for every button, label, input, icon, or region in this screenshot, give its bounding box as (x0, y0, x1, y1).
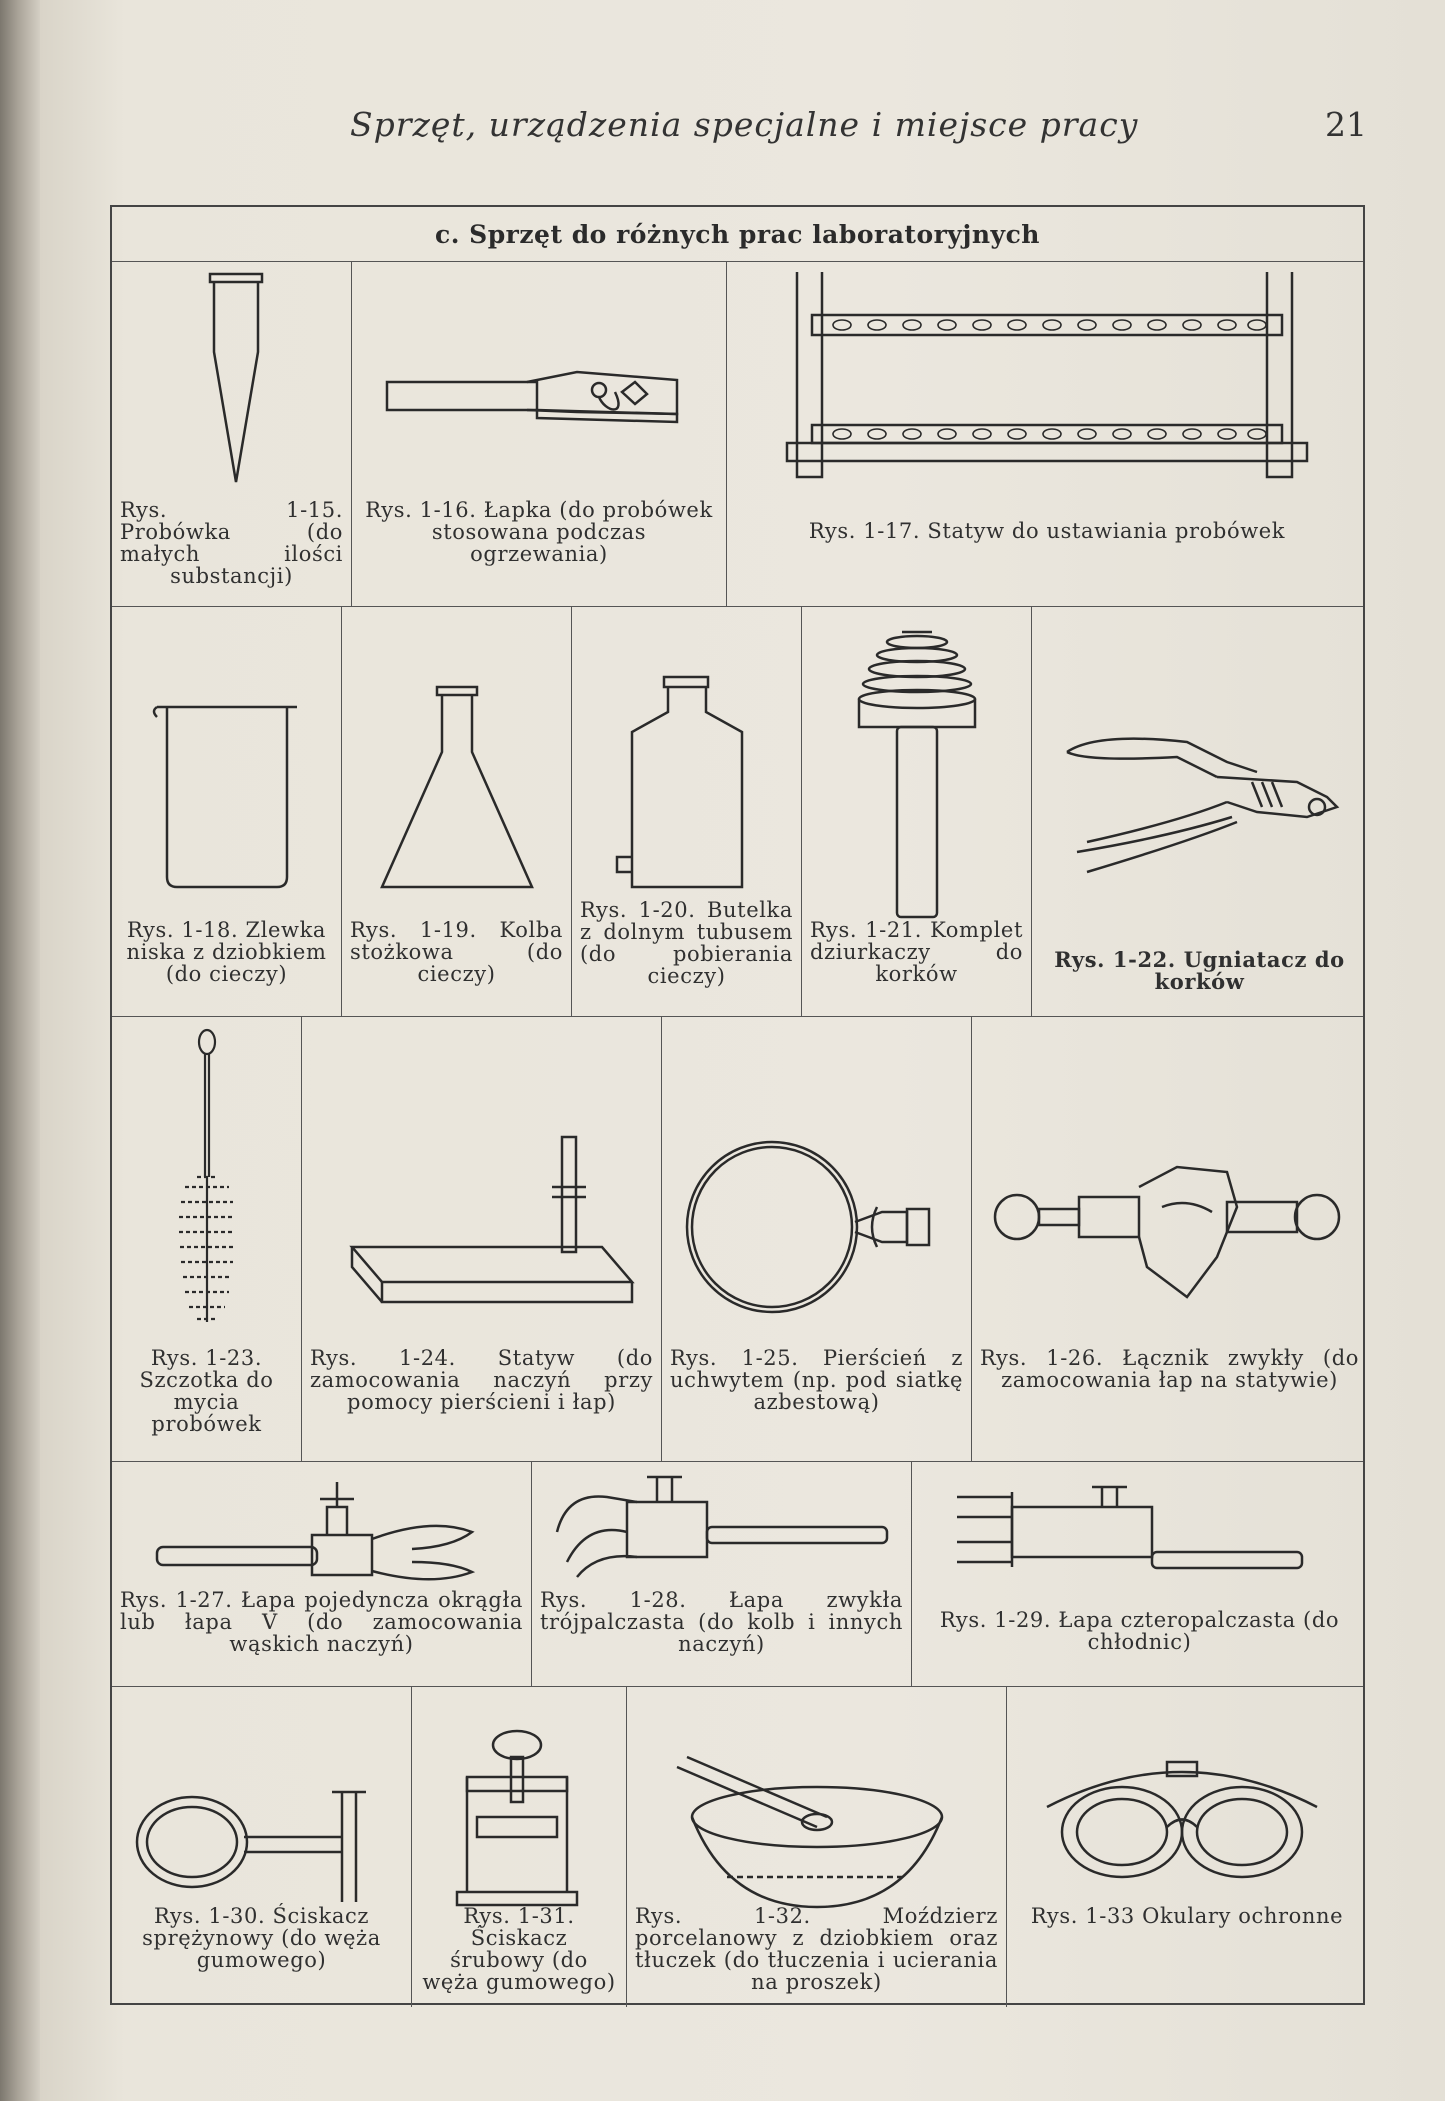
figure-caption: Rys. 1-22. Ugniatacz do korków (1054, 947, 1345, 994)
figure-caption: Rys. 1-24. Statyw (do zamocowania naczyń przy pomocy pierścieni i łap) (310, 1346, 653, 1414)
figure-cell-1-33 (1007, 1687, 1367, 2007)
goggles-icon (1037, 1747, 1327, 1897)
boss-head-icon (987, 1147, 1347, 1317)
book-binding-shadow (0, 0, 40, 2101)
figure-table (110, 205, 1365, 2005)
figure-caption: Rys. 1-15. Probówka (do małych ilości substancji) (120, 498, 343, 588)
figure-cell-1-16 (352, 262, 727, 606)
figure-row-4 (112, 1462, 1363, 1687)
test-tube-icon (172, 272, 292, 492)
figure-caption: Rys. 1-28. Łapa zwykła trójpalczasta (do kolb i innych naczyń) (540, 1588, 903, 1656)
figure-cell-1-27 (112, 1462, 532, 1686)
figure-cell-1-18 (112, 607, 342, 1016)
figure-caption: Rys. 1-26. Łącznik zwykły (do zamocowania łap na statywie) (980, 1346, 1359, 1392)
figure-row-1 (112, 262, 1363, 607)
figure-cell-1-17 (727, 262, 1367, 606)
figure-caption: Rys. 1-23. Szczotka do mycia probówek (139, 1346, 274, 1436)
mortar-pestle-icon (667, 1747, 967, 1917)
figure-cell-1-23 (112, 1017, 302, 1461)
figure-caption: Rys. 1-31. Ściskacz śrubowy (do węża gumowego) (422, 1904, 616, 1994)
figure-cell-1-20 (572, 607, 802, 1016)
figure-cell-1-15 (112, 262, 352, 606)
tube-clamp-icon (377, 342, 697, 452)
figure-row-3 (112, 1017, 1363, 1462)
test-tube-rack-icon (767, 267, 1327, 497)
figure-cell-1-19 (342, 607, 572, 1016)
figure-cell-1-30 (112, 1687, 412, 2007)
test-tube-brush-icon (167, 1027, 247, 1327)
conical-flask-icon (372, 682, 542, 902)
figure-caption: Rys. 1-29. Łapa czteropalczasta (do chłodnic) (939, 1608, 1340, 1654)
figure-caption: Rys. 1-32. Moździerz porcelanowy z dziobkiem oraz tłuczek (do tłuczenia i ucierania na proszek) (635, 1904, 998, 1994)
running-title: Sprzęt, urządzenia specjalne i miejsce pracy (350, 105, 1139, 144)
figure-row-5 (112, 1687, 1363, 2007)
section-heading: c. Sprzęt do różnych prac laboratoryjnych (112, 207, 1363, 262)
page-number: 21 (1325, 105, 1367, 144)
stand-icon (322, 1117, 642, 1317)
figure-caption: Rys. 1-16. Łapka (do probówek stosowana podczas ogrzewania) (365, 498, 713, 566)
book-page (40, 0, 1445, 2101)
bottle-icon (602, 672, 772, 912)
ring-clamp-icon (677, 1127, 957, 1327)
figure-caption: Rys. 1-21. Komplet dziurkaczy do korków (810, 918, 1023, 986)
figure-caption: Rys. 1-19. Kolba stożkowa (do cieczy) (350, 918, 563, 986)
cork-press-icon (1057, 722, 1357, 902)
figure-cell-1-22 (1032, 607, 1367, 1016)
figure-cell-1-26 (972, 1017, 1367, 1461)
three-finger-clamp-icon (547, 1472, 897, 1587)
beaker-icon (147, 697, 307, 897)
figure-caption: Rys. 1-18. Zlewka niska z dziobkiem (do cieczy) (126, 918, 327, 986)
figure-caption: Rys. 1-33 Okulary ochronne (1030, 1904, 1344, 1928)
figure-cell-1-28 (532, 1462, 912, 1686)
cork-borer-set-icon (842, 627, 992, 927)
figure-caption: Rys. 1-17. Statyw do ustawiania probówek (808, 519, 1286, 543)
figure-cell-1-21 (802, 607, 1032, 1016)
single-clamp-icon (152, 1477, 492, 1587)
figure-cell-1-25 (662, 1017, 972, 1461)
four-finger-clamp-icon (952, 1482, 1312, 1592)
figure-row-2 (112, 607, 1363, 1017)
screw-clamp-icon (447, 1727, 587, 1917)
figure-caption: Rys. 1-20. Butelka z dolnym tubusem (do pobierania cieczy) (580, 898, 793, 988)
figure-caption: Rys. 1-25. Pierścień z uchwytem (np. pod siatkę azbestową) (670, 1346, 963, 1414)
figure-cell-1-31 (412, 1687, 627, 2007)
figure-cell-1-32 (627, 1687, 1007, 2007)
figure-caption: Rys. 1-27. Łapa pojedyncza okrągła lub łapa V (do zamocowania wąskich naczyń) (120, 1588, 523, 1656)
figure-cell-1-24 (302, 1017, 662, 1461)
figure-cell-1-29 (912, 1462, 1367, 1686)
figure-caption: Rys. 1-30. Ściskacz sprężynowy (do węża gumowego) (142, 1904, 381, 1972)
